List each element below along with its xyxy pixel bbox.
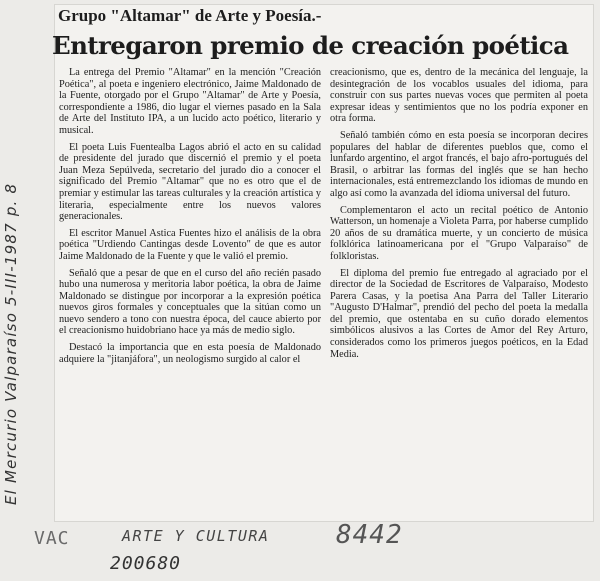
stamp-vac: VAC <box>34 528 70 549</box>
handwritten-section: ARTE Y CULTURA <box>122 527 270 545</box>
paragraph: Destacó la importancia que en esta poesía de Maldonado adquiere la "jitanjáfora", un neologismo surgido al calor el <box>59 342 321 365</box>
paragraph: La entrega del Premio "Altamar" en la mención "Creación Poética", al poeta e ingeniero electrónico, Jaime Maldonado de la Fuente, otorgado por el Grupo "Altamar" de Arte y Poesía, correspondiente a 1986, dio lugar el viernes pasado en la Sala de Arte del Instituto IPA, a un lucido acto poético, literario y musical. <box>59 67 321 136</box>
article-kicker: Grupo "Altamar" de Arte y Poesía.- <box>58 6 322 25</box>
right-column <box>330 67 588 365</box>
left-column <box>59 67 321 370</box>
paragraph: Señaló que a pesar de que en el curso del año recién pasado hubo una numerosa y meritoria labor poética, la obra de Jaime Maldonado se distingue por incorporar a la expresión poética nuevos giros formales y conceptuales que la sitúan como un nuevo sendero a tono con nuestra época, del cauce abierto por el creacionismo huidobriano hace ya más de medio siglo. <box>59 267 321 337</box>
paragraph: Señaló también cómo en esta poesía se incorporan decires populares del hablar de diferentes pueblos que, como el lunfardo argentino, el argot francés, el bajo afro-portugués del Brasil, o arbitrar las formas del inglés que se han hecho internacionales, está entremezclando los idiomas de mundo en algo así como la avanzada del idioma universal del futuro. <box>330 129 588 199</box>
handwritten-accession-number: 200680 <box>110 553 182 574</box>
paragraph: creacionismo, que es, dentro de la mecánica del lenguaje, la desintegración de los vocablos usuales del idioma, para construir con sus partes nuevas voces que permiten al poeta expresar ideas y sentimientos que no los podría exponer en otra forma. <box>330 67 588 125</box>
paragraph: El escritor Manuel Astica Fuentes hizo el análisis de la obra poética "Urdiendo Cantingas desde Lovento" de que es autor Jaime Maldonado de la Fuente y que le valió el premio. <box>59 227 321 262</box>
paragraph: El diploma del premio fue entregado al agraciado por el director de la Sociedad de Escritores de Valparaíso, Modesto Parera Casas, y la poetisa Ana Parra del Taller Literario "Augusto D'Halmar", prendió del pecho del poeta la medalla del premio, que ostentaba en su cuño dorado elementos simbólicos alusivos a las Cortes de Amor del Rey Arturo, considerados como los primeros juegos poéticos, en la Edad Media. <box>330 267 588 360</box>
article-headline: Entregaron premio de creación poética <box>52 31 569 60</box>
paragraph: Complementaron el acto un recital poético de Antonio Watterson, un homenaje a Violeta Parra, por haberse cumplido 20 años de su dramática muerte, y un concierto de música folklórica latinoamericana por el "Grupo Valparaíso" de folkloristas. <box>330 204 588 262</box>
handwritten-source-note: El Mercurio Valparaíso 5-III-1987 p. 8 <box>2 182 20 505</box>
paragraph: El poeta Luis Fuentealba Lagos abrió el acto en su calidad de presidente del jurado que discernió el premio y el poeta Juan Meza Sepúlveda, secretario del jurado dio a conocer el significado del Premio "Altamar" que no es otro que el de premiar y estimular las tareas culturales y la creación artística y literaria, especialmente entre los nuevos valores generacionales. <box>59 141 321 223</box>
handwritten-code: 8442 <box>336 520 403 550</box>
